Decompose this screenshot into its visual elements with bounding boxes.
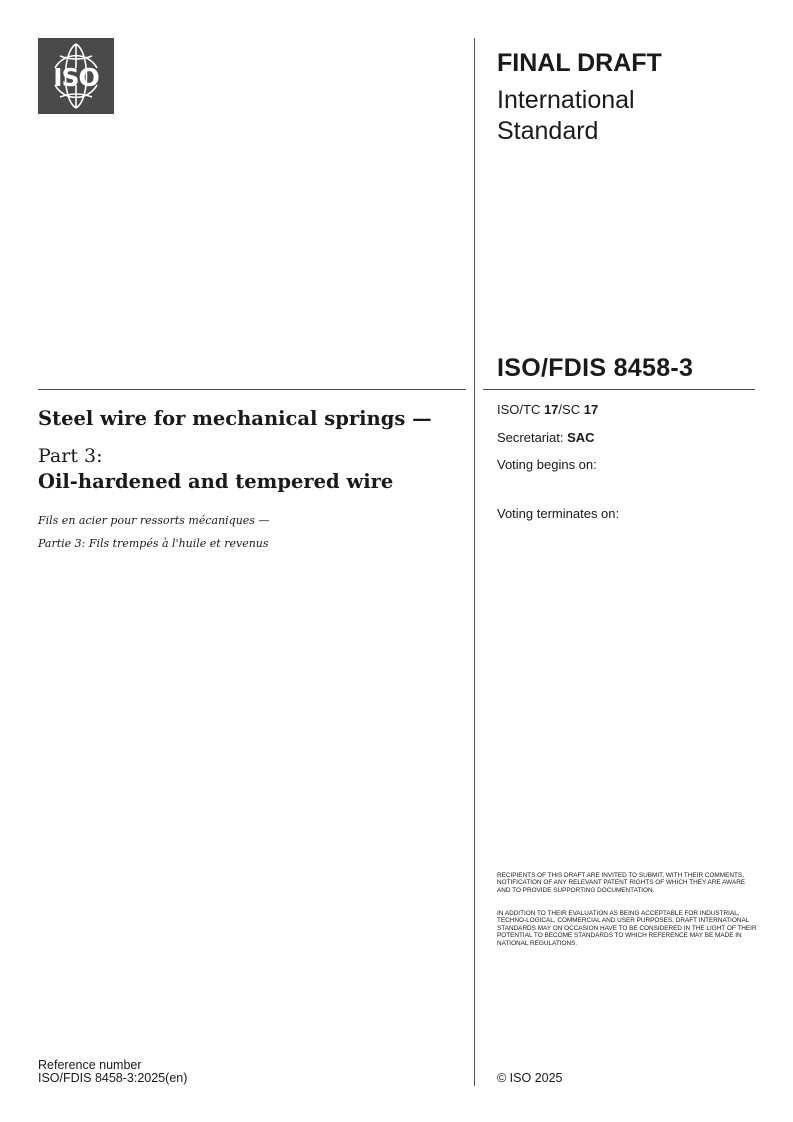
document-type-line-1: International: [497, 86, 635, 114]
secretariat-value: SAC: [567, 430, 595, 445]
document-number: ISO/FDIS 8458-3: [497, 354, 694, 382]
french-title-line-1: Fils en acier pour ressorts mécaniques —: [38, 514, 270, 527]
notice-paragraph-2: IN ADDITION TO THEIR EVALUATION AS BEING ACCEPTABLE FOR INDUSTRIAL, TECHNO-LOGICAL, COMMERCIAL AND USER PURPOSES, DRAFT INTERNATIONAL STANDARDS MAY ON OCCASION HAVE TO BE CONSIDERED IN THE LIGHT OF THEIR POTENTIAL TO BECOME STANDARDS TO WHICH REFERENCE MAY BE MADE IN NATIONAL REGULATIONS.: [497, 910, 757, 947]
committee-reference: [497, 401, 598, 418]
document-type-line-2: Standard: [497, 117, 599, 145]
reference-number: ISO/FDIS 8458-3:2025(en): [38, 1071, 188, 1085]
committee-sc: 17: [583, 402, 599, 417]
main-title: Steel wire for mechanical springs —: [38, 407, 432, 430]
french-title-line-2: Partie 3: Fils trempés à l'huile et revenus: [38, 537, 269, 550]
committee-mid: /SC: [558, 402, 584, 417]
voting-begins-label: Voting begins on:: [497, 457, 597, 472]
committee-tc: 17: [543, 402, 559, 417]
notice-paragraph-1: RECIPIENTS OF THIS DRAFT ARE INVITED TO SUBMIT, WITH THEIR COMMENTS, NOTIFICATION OF ANY RELEVANT PATENT RIGHTS OF WHICH THEY ARE AWARE AND TO PROVIDE SUPPORTING DOCUMENTATION.: [497, 872, 746, 894]
svg-text:ISO: ISO: [53, 63, 99, 92]
secretariat-label: Secretariat:: [497, 430, 568, 445]
part-label: Part 3:: [38, 445, 103, 467]
document-type: [497, 85, 747, 147]
title-divider-right: [483, 389, 755, 390]
committee-prefix: ISO/TC: [497, 402, 544, 417]
reference-label: Reference number: [38, 1058, 142, 1072]
secretariat: [497, 429, 595, 446]
document-status: FINAL DRAFT: [497, 49, 662, 77]
part-title: Oil-hardened and tempered wire: [38, 470, 394, 493]
iso-logo: [38, 38, 114, 114]
title-divider-left: [38, 389, 466, 390]
copyright: © ISO 2025: [497, 1071, 563, 1085]
voting-ends-label: Voting terminates on:: [497, 506, 620, 521]
globe-icon: [38, 38, 114, 114]
vertical-divider: [474, 38, 475, 1086]
